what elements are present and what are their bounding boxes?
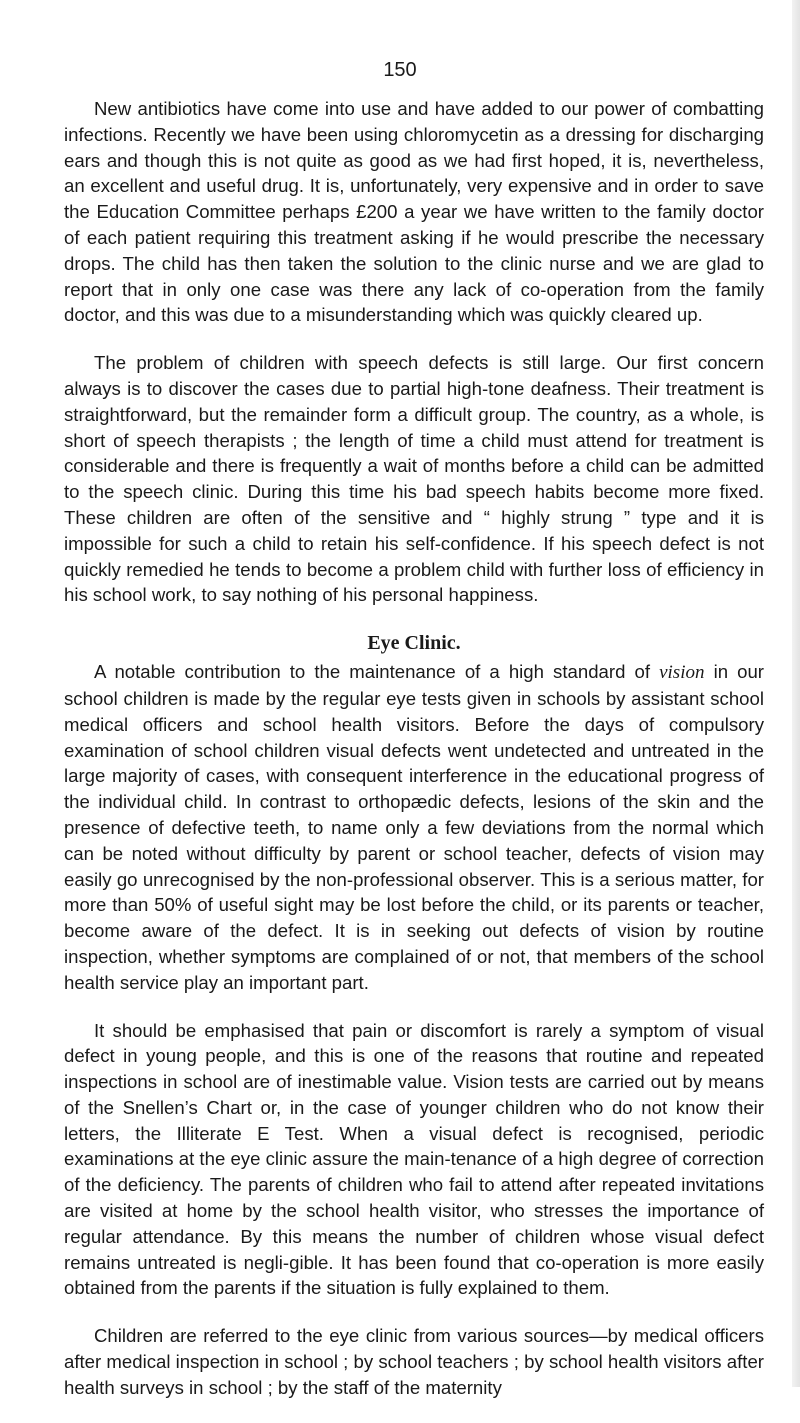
section-heading-eye-clinic: Eye Clinic. [367, 632, 461, 655]
paragraph-vision-tests: It should be emphasised that pain or discomfort is rarely a symptom of visual defect in young people, and this is one of the reasons that routine and repeated inspections in school are of inestimable value. Vision tests are carried out by means of the Snellen’s Chart or, in the case of younger children who do not know their letters, the Illiterate E Test. When a visual defect is recognised, periodic examinations at the eye clinic assure the main-tenance of a high degree of correction of the deficiency. The parents of children who fail to attend after repeated invitations are visited at home by the school health visitor, who stresses the importance of regular attendance. By this means the number of children whose visual defect remains untreated is negli-gible. It has been found that co-operation is more easily obtained from the parents if the situation is fully explained to them. [64, 1019, 764, 1299]
paragraph-antibiotics: New antibiotics have come into use and have added to our power of combatting infections. Recently we have been using chloromycetin as a dressing for discharging ears and though this is not quite as good as we had first hoped, it is, nevertheless, an excellent and useful drug. It is, unfortunately, very expensive and in order to save the Education Committee perhaps £200 a year we have written to the family doctor of each patient requiring this treatment asking if he would prescribe the necessary drops. The child has then taken the solution to the clinic nurse and we are glad to report that in only one case was there any lack of co-operation from the family doctor, and this was due to a misunderstanding which was quickly cleared up. [64, 98, 764, 326]
page-body [64, 96, 764, 1423]
intro-text-start: A notable contribution to the maintenance of a high standard of [94, 661, 660, 683]
page-edge-shadow [792, 0, 800, 1387]
emphasis-vision: vision [659, 662, 705, 684]
page-number: 150 [383, 59, 417, 81]
paragraph-eye-clinic-intro [64, 659, 764, 995]
paragraph-referrals: Children are referred to the eye clinic from various sources—by medical officers after medical inspection in school ; by school teachers ; by school health visitors after health surveys in school ; by the staff of the maternity [64, 1325, 764, 1398]
intro-text-rest: in our school children is made by the regular eye tests given in schools by assistant school medical officers and school health visitors. Before the days of compulsory examination of school children visual defects went undetected and untreated in the large majority of cases, with consequent interference in the educational progress of the individual child. In contrast to orthopædic defects, lesions of the skin and the presence of defective teeth, to name only a few deviations from the normal which can be noted without difficulty by parent or school teacher, defects of vision may easily go unrecognised by the non-professional observer. This is a serious matter, for more than 50% of useful sight may be lost before the child, or its parents or teacher, become aware of the defect. It is in seeking out defects of vision by routine inspection, whether symptoms are complained of or not, that members of the school health service play an important part. [64, 661, 764, 993]
paragraph-speech-defects: The problem of children with speech defects is still large. Our first concern always is to discover the cases due to partial high-tone deafness. Their treatment is straightforward, but the remainder form a difficult group. The country, as a whole, is short of speech therapists ; the length of time a child must attend for treatment is considerable and there is frequently a wait of months before a child can be admitted to the speech clinic. During this time his bad speech habits become more fixed. These children are often of the sensitive and “ highly strung ” type and it is impossible for such a child to retain his self-confidence. If his speech defect is not quickly remedied he tends to become a problem child with further loss of efficiency in his school work, to say nothing of his personal happiness. [64, 352, 764, 606]
